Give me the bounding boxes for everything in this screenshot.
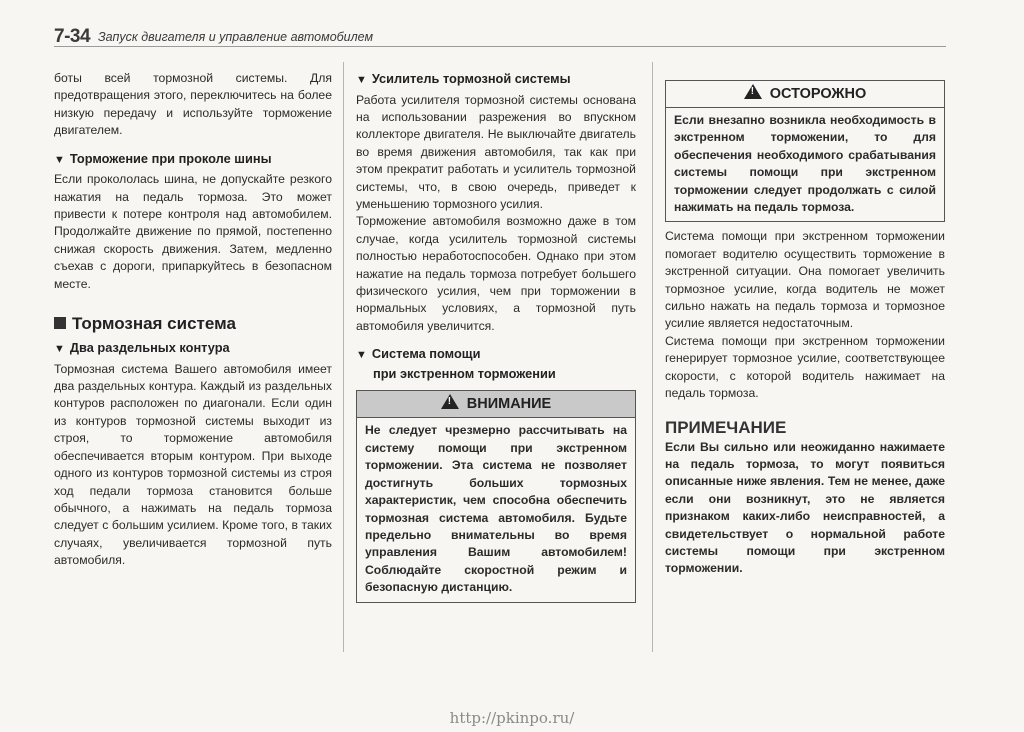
note-heading: ПРИМЕЧАНИЕ <box>665 417 787 437</box>
dual-circuit-paragraph: Тормозная система Вашего автомобиля имеет два раздельных контура. Каждый из раздельных контуров расположен по диагонали. Если один из контуров тормозной системы выходит из строя, то торможение автомобиля обеспечивается вторым контуром. При выходе одного из контуров тормозной системы из строя ход педали тормоза становится больше обычного, а нажимать на педаль тормоза следует с большим усилием. Кроме того, в таких случаях, увеличивается тормозной путь автомобиля. <box>54 361 332 568</box>
bas-paragraph-1: Система помощи при экстренном торможении помогает водителю осуществить торможение в экстренной ситуации. Она помогает увеличить тормозное усилие, когда водитель не может сильно нажать на педаль тормоза и тормозное усилие является недостаточным. <box>665 229 945 331</box>
flat-tire-paragraph: Если прокололась шина, не допускайте резкого нажатия на педаль тормоза. Это может привести к потере контроля над автомобилем. Продолжайте движение по прямой, постепенно снижая скорость движения. Затем, медленно съехав с дороги, припаркуйтесь в безопасном месте. <box>54 172 332 291</box>
brake-system-heading: Тормозная система <box>54 313 332 335</box>
intro-paragraph: боты всей тормозной системы. Для предотвращения этого, переключитесь на более низкую передачу и используйте торможение двигателем. <box>54 71 332 138</box>
warning-icon <box>744 84 762 99</box>
column-right <box>665 80 945 578</box>
attention-box <box>356 390 636 602</box>
attention-text: Не следует чрезмерно рассчитывать на систему помощи при экстренном торможении. Эта система не позволяет достигнуть больших тормозных характеристик, чем способна обеспечить тормозная система автомобиля. Будьте предельно внимательны во время управления Вашим автомобилем! Соблюдайте скоростной режим и безопасную дистанцию. <box>365 423 627 595</box>
booster-paragraph-2: Торможение автомобиля возможно даже в том случае, когда усилитель тормозной системы полностью неработоспособен. Однако при этом нажатие на педаль тормоза потребует большего физического усилия, чем при торможении в нормальных условиях, а тормозной путь автомобиля увеличится. <box>356 214 636 333</box>
section-title: Запуск двигателя и управление автомобилем <box>98 30 374 44</box>
dual-circuit-heading: ▼ Два раздельных контура <box>54 340 230 356</box>
column-left <box>54 70 332 570</box>
page-number: 7-34 <box>54 26 91 47</box>
caution-box <box>665 80 945 222</box>
bas-paragraph-2: Система помощи при экстренном торможении генерирует тормозное усилие, соответствующее скорости, с которой водитель нажимает на педаль тормоза. <box>665 333 945 401</box>
triangle-down-icon: ▼ <box>54 343 65 356</box>
column-middle <box>356 70 636 603</box>
attention-label: !ВНИМАНИЕ <box>357 391 635 418</box>
bas-heading: ▼ Система помощи при экстренном торможении <box>356 346 556 381</box>
triangle-down-icon: ▼ <box>54 153 65 166</box>
triangle-down-icon: ▼ <box>356 349 367 362</box>
warning-icon <box>441 394 459 409</box>
note-paragraph: Если Вы сильно или неожиданно нажимаете на педаль тормоза, то могут появиться описанные ниже явления. Тем не менее, даже если они возникнут, это не является признаком каких-либо неисправностей, а свидетельствует о нормальной работе системы помощи при экстренном торможении. <box>665 439 945 576</box>
column-divider <box>343 62 344 652</box>
caution-label: !ОСТОРОЖНО <box>666 81 944 108</box>
booster-paragraph-1: Работа усилителя тормозной системы основана на использовании разрежения во впускном коллекторе двигателя. Не выключайте двигатель во время движения автомобиля, так как при этом прекратит работать и усилитель тормозной системы, что, в свою очередь, приведет к уменьшению тормозного усилия. <box>356 92 636 212</box>
flat-tire-heading: ▼ Торможение при проколе шины <box>54 150 272 166</box>
footer-url[interactable]: http://pkinpo.ru/ <box>449 709 575 727</box>
square-bullet-icon <box>54 317 66 329</box>
triangle-down-icon: ▼ <box>356 74 367 86</box>
page-header <box>54 26 946 47</box>
booster-heading: ▼ Усилитель тормозной системы <box>356 71 571 86</box>
caution-text: Если внезапно возникла необходимость в экстренном торможении, то для обеспечения необходимого срабатывания системы помощи при экстренном торможении следует продолжать с силой нажимать на педаль тормоза. <box>674 113 936 215</box>
column-divider <box>652 62 653 652</box>
